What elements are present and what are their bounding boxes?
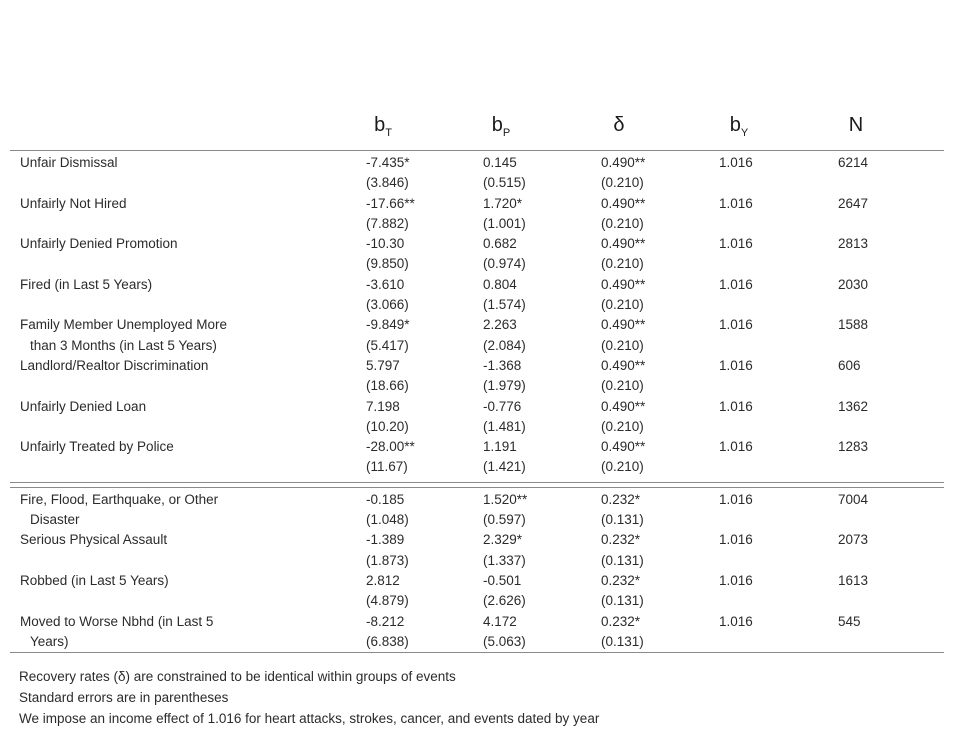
cell-bT: -28.00** bbox=[366, 439, 415, 455]
cell-bP-se: (1.979) bbox=[483, 378, 526, 394]
note-standard-errors: Standard errors are in parentheses bbox=[19, 690, 229, 705]
table-row-se bbox=[10, 376, 944, 396]
table-row-se bbox=[10, 457, 944, 477]
cell-bP-se: (1.001) bbox=[483, 215, 526, 231]
cell-bY: 1.016 bbox=[719, 195, 753, 211]
cell-bP: -0.776 bbox=[483, 398, 522, 414]
table-row bbox=[10, 194, 944, 214]
cell-bT: 5.797 bbox=[366, 357, 400, 373]
row-label: Serious Physical Assault bbox=[20, 532, 168, 548]
cell-bY: 1.016 bbox=[719, 236, 753, 252]
cell-delta: 0.490** bbox=[601, 398, 646, 414]
cell-bT-se: (3.846) bbox=[366, 175, 409, 191]
cell-bT-se: (5.417) bbox=[366, 337, 409, 353]
row-label-continued: Disaster bbox=[30, 512, 80, 528]
row-label: Unfairly Denied Promotion bbox=[20, 236, 178, 252]
cell-delta: 0.490** bbox=[601, 276, 646, 292]
cell-bP-se: (1.481) bbox=[483, 418, 526, 434]
cell-bP: 2.329* bbox=[483, 532, 523, 548]
row-label: Fired (in Last 5 Years) bbox=[20, 276, 153, 292]
cell-bT: -0.185 bbox=[366, 491, 405, 507]
cell-delta-se: (0.210) bbox=[601, 297, 644, 313]
table-row bbox=[10, 275, 944, 295]
bottom-rule bbox=[10, 652, 944, 653]
cell-bY: 1.016 bbox=[719, 357, 753, 373]
cell-delta-se: (0.131) bbox=[601, 633, 644, 649]
cell-delta: 0.490** bbox=[601, 357, 646, 373]
cell-delta-se: (0.210) bbox=[601, 378, 644, 394]
table-row bbox=[10, 356, 944, 376]
cell-bP: 2.263 bbox=[483, 317, 517, 333]
table-row bbox=[10, 530, 944, 550]
cell-bT-se: (1.048) bbox=[366, 512, 409, 528]
cell-bP-se: (2.084) bbox=[483, 337, 526, 353]
cell-bT: -1.389 bbox=[366, 532, 405, 548]
cell-bY: 1.016 bbox=[719, 572, 753, 588]
cell-bY: 1.016 bbox=[719, 398, 753, 414]
table-row bbox=[10, 571, 944, 591]
table-row bbox=[10, 397, 944, 417]
cell-delta: 0.490** bbox=[601, 155, 646, 170]
cell-bP-se: (1.574) bbox=[483, 297, 526, 313]
note-recovery-rates: Recovery rates (δ) are constrained to be identical within groups of events bbox=[19, 669, 456, 684]
cell-delta: 0.490** bbox=[601, 195, 646, 211]
cell-bP-se: (0.597) bbox=[483, 512, 526, 528]
row-label: Moved to Worse Nbhd (in Last 5 bbox=[20, 613, 214, 629]
cell-bT-se: (18.66) bbox=[366, 378, 409, 394]
cell-bT: -8.212 bbox=[366, 613, 405, 629]
cell-bP: 1.520** bbox=[483, 491, 528, 507]
disaster-events-group bbox=[10, 488, 944, 652]
row-label: Fire, Flood, Earthquake, or Other bbox=[20, 491, 219, 507]
cell-bP: 0.145 bbox=[483, 155, 517, 170]
cell-bY: 1.016 bbox=[719, 532, 753, 548]
cell-delta-se: (0.210) bbox=[601, 215, 644, 231]
cell-delta: 0.232* bbox=[601, 613, 641, 629]
cell-N: 1362 bbox=[838, 398, 869, 414]
cell-bP: 1.720* bbox=[483, 195, 523, 211]
cell-delta: 0.232* bbox=[601, 572, 641, 588]
cell-delta-se: (0.210) bbox=[601, 337, 644, 353]
cell-bP: 4.172 bbox=[483, 613, 517, 629]
column-header-bY: $b_Y$ bbox=[729, 114, 749, 139]
cell-bT-se: (3.066) bbox=[366, 297, 409, 313]
table-row-se bbox=[10, 591, 944, 611]
table-row bbox=[10, 315, 944, 335]
cell-bT-se: (9.850) bbox=[366, 256, 409, 272]
cell-bY: 1.016 bbox=[719, 491, 753, 507]
cell-bT-se: (4.879) bbox=[366, 593, 409, 609]
cell-bP: -0.501 bbox=[483, 572, 522, 588]
row-label: Unfairly Denied Loan bbox=[20, 398, 147, 414]
column-header-N: N bbox=[848, 114, 864, 136]
cell-bT: -7.435* bbox=[366, 155, 410, 170]
column-header-bP: $b_P$ bbox=[491, 114, 511, 139]
note-income-effect: We impose an income effect of 1.016 for heart attacks, strokes, cancer, and events dated by year bbox=[19, 711, 600, 726]
table-row-se bbox=[10, 632, 944, 652]
cell-delta-se: (0.210) bbox=[601, 459, 644, 475]
cell-bP-se: (5.063) bbox=[483, 633, 526, 649]
cell-delta: 0.232* bbox=[601, 532, 641, 548]
discrimination-events-group bbox=[10, 151, 944, 478]
row-label: Unfair Dismissal bbox=[20, 155, 118, 170]
results-table bbox=[10, 110, 944, 653]
row-label-continued: than 3 Months (in Last 5 Years) bbox=[30, 337, 217, 353]
cell-bP: 0.682 bbox=[483, 236, 517, 252]
table-row-se bbox=[10, 551, 944, 571]
cell-bP: -1.368 bbox=[483, 357, 522, 373]
cell-N: 1613 bbox=[838, 572, 869, 588]
cell-bT: -10.30 bbox=[366, 236, 405, 252]
cell-delta-se: (0.131) bbox=[601, 593, 644, 609]
cell-delta: 0.490** bbox=[601, 236, 646, 252]
cell-bT: -3.610 bbox=[366, 276, 405, 292]
cell-bT-se: (11.67) bbox=[366, 459, 408, 475]
cell-bY: 1.016 bbox=[719, 613, 753, 629]
cell-bT: 2.812 bbox=[366, 572, 400, 588]
row-label: Unfairly Treated by Police bbox=[20, 439, 174, 455]
cell-bP-se: (2.626) bbox=[483, 593, 526, 609]
table-row-se bbox=[10, 336, 944, 356]
cell-N: 6214 bbox=[838, 155, 869, 170]
cell-bP-se: (0.515) bbox=[483, 175, 526, 191]
column-header-bT: $b_T$ bbox=[374, 114, 392, 139]
row-label-continued: Years) bbox=[30, 633, 69, 649]
cell-bT-se: (10.20) bbox=[366, 418, 409, 434]
cell-bT-se: (6.838) bbox=[366, 633, 409, 649]
cell-delta-se: (0.210) bbox=[601, 256, 644, 272]
cell-delta-se: (0.210) bbox=[601, 175, 644, 191]
row-label: Unfairly Not Hired bbox=[20, 195, 127, 211]
cell-delta: 0.490** bbox=[601, 317, 646, 333]
cell-bT: -17.66** bbox=[366, 195, 415, 211]
cell-bT-se: (7.882) bbox=[366, 215, 409, 231]
cell-N: 7004 bbox=[838, 491, 869, 507]
row-label: Family Member Unemployed More bbox=[20, 317, 228, 333]
table-row bbox=[10, 234, 944, 254]
cell-N: 2073 bbox=[838, 532, 869, 548]
cell-N: 2647 bbox=[838, 195, 869, 211]
cell-N: 1283 bbox=[838, 439, 869, 455]
table-row bbox=[10, 612, 944, 632]
cell-bP-se: (1.421) bbox=[483, 459, 526, 475]
cell-delta: 0.490** bbox=[601, 439, 646, 455]
row-label: Robbed (in Last 5 Years) bbox=[20, 572, 169, 588]
cell-N: 545 bbox=[838, 613, 861, 629]
table-row-se bbox=[10, 254, 944, 274]
row-label: Landlord/Realtor Discrimination bbox=[20, 357, 209, 373]
cell-bT-se: (1.873) bbox=[366, 552, 409, 568]
cell-bP-se: (1.337) bbox=[483, 552, 526, 568]
table-row bbox=[10, 437, 944, 457]
column-header-delta: δ bbox=[613, 114, 625, 136]
table-row-se bbox=[10, 510, 944, 530]
cell-bY: 1.016 bbox=[719, 439, 753, 455]
cell-bP: 1.191 bbox=[483, 439, 517, 455]
cell-N: 1588 bbox=[838, 317, 869, 333]
cell-bY: 1.016 bbox=[719, 317, 753, 333]
cell-delta: 0.232* bbox=[601, 491, 641, 507]
cell-delta-se: (0.210) bbox=[601, 418, 644, 434]
cell-N: 2813 bbox=[838, 236, 869, 252]
cell-bP: 0.804 bbox=[483, 276, 517, 292]
table-row-se bbox=[10, 214, 944, 234]
table-row-se bbox=[10, 295, 944, 315]
table-row-se bbox=[10, 417, 944, 437]
cell-bY: 1.016 bbox=[719, 155, 753, 170]
table-row bbox=[10, 153, 944, 173]
cell-bP-se: (0.974) bbox=[483, 256, 526, 272]
cell-delta-se: (0.131) bbox=[601, 512, 644, 528]
cell-N: 606 bbox=[838, 357, 861, 373]
cell-bY: 1.016 bbox=[719, 276, 753, 292]
cell-N: 2030 bbox=[838, 276, 869, 292]
table-row-se bbox=[10, 173, 944, 193]
table-row bbox=[10, 490, 944, 510]
cell-bT: 7.198 bbox=[366, 398, 400, 414]
cell-bT: -9.849* bbox=[366, 317, 410, 333]
table-header bbox=[10, 110, 944, 150]
cell-delta-se: (0.131) bbox=[601, 552, 644, 568]
